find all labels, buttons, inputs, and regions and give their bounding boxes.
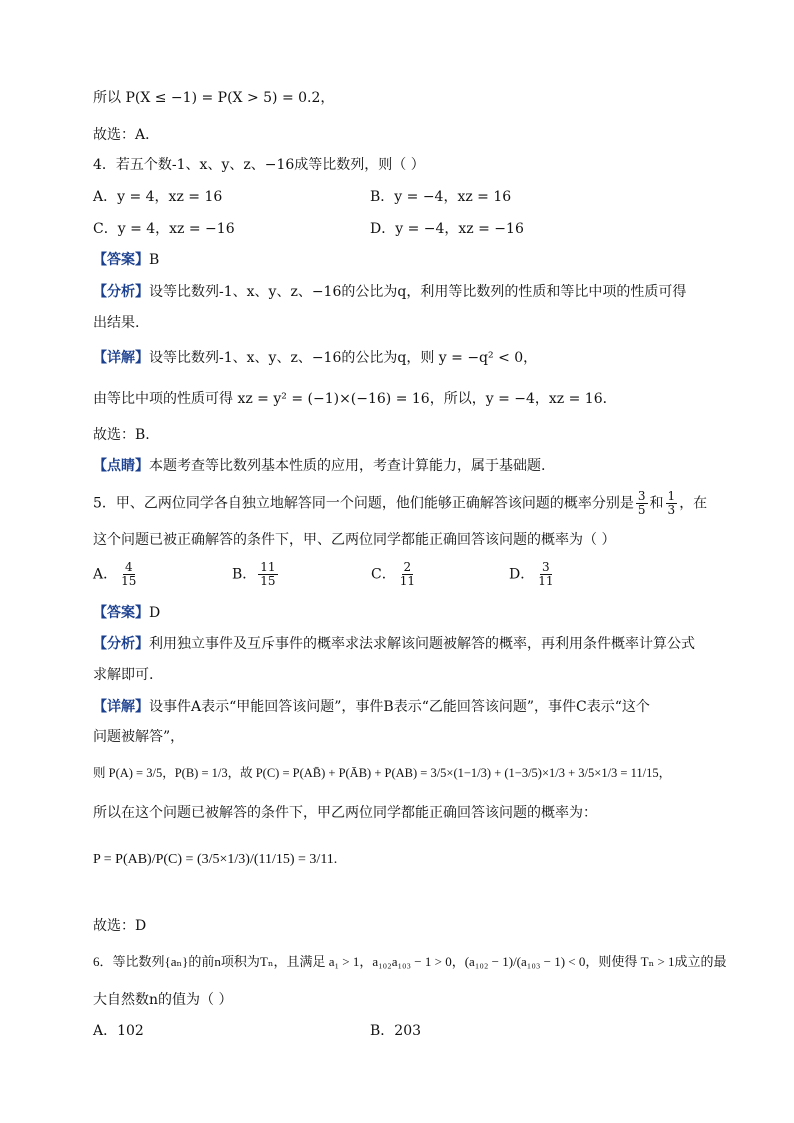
q4-option-a: A．y = 4，xz = 16: [93, 189, 223, 205]
q4-analysis-text: 设等比数列-1、x、y、z、−16的公比为q，利用等比数列的性质和等比中项的性质可得: [149, 284, 687, 300]
q4-stem: 4．若五个数-1、x、y、z、−16成等比数列，则（ ）: [93, 157, 425, 173]
detail-tag: 【详解】: [93, 699, 149, 715]
q6-option-b: B．203: [370, 1023, 422, 1039]
q4-analysis-line2: 出结果.: [93, 315, 140, 331]
q4-detail-line2: 由等比中项的性质可得 xz = y² = (−1)×(−16) = 16，所以，y = −4，xz = 16．: [93, 391, 617, 407]
q5-analysis-text: 利用独立事件及互斥事件的概率求法求解该问题被解答的概率，再利用条件概率计算公式: [149, 636, 695, 652]
q5-stem-text: 5．甲、乙两位同学各自独立地解答同一个问题，他们能够正确解答该问题的概率分别是: [93, 495, 634, 512]
q5-fraction-b: [666, 490, 678, 517]
q4-analysis-line1: [93, 282, 686, 302]
q4-answer-value: B: [149, 252, 160, 268]
q5-option-c: [371, 561, 419, 588]
fraction-denominator: 15: [260, 574, 276, 588]
q4-option-d: D．y = −4，xz = −16: [370, 221, 524, 237]
q6-option-a: A．102: [93, 1023, 144, 1039]
fraction-denominator: 15: [121, 574, 137, 588]
q5-option-a: [93, 561, 140, 588]
q4-detail-line1: [93, 348, 537, 368]
fraction-denominator: 11: [399, 574, 415, 588]
fraction-numerator: 11: [260, 560, 276, 574]
q5-detail-line1: [93, 697, 650, 717]
fraction-numerator: 2: [403, 560, 412, 574]
q3-conclusion: 所以 P(X ≤ −1) = P(X > 5) = 0.2，: [93, 90, 335, 106]
q5-choice: 故选：D: [93, 918, 147, 934]
q5-analysis-line1: [93, 634, 695, 654]
detail-tag: 【详解】: [93, 350, 149, 366]
q4-comment-text: 本题考查等比数列基本性质的应用，考查计算能力，属于基础题.: [149, 458, 546, 474]
option-label: B．: [232, 566, 257, 583]
q6-stem-line1: 6．等比数列{aₙ}的前n项积为Tₙ，且满足 a₁ > 1，a₁₀₂a₁₀₃ − 1 > 0，(a₁₀₂ − 1)/(a₁₀₃ − 1) < 0，则使得 Tₙ > 1成立的最: [93, 954, 727, 969]
q5-detail-text: 设事件A表示“甲能回答该问题”，事件B表示“乙能回答该问题”，事件C表示“这个: [149, 699, 650, 715]
option-fraction: [398, 561, 417, 588]
q6-stem-line2: 大自然数n的值为（ ）: [93, 992, 233, 1008]
option-label: C．: [371, 566, 396, 583]
q5-option-d: [509, 561, 558, 588]
answer-tag: 【答案】: [93, 252, 149, 268]
option-fraction: [536, 561, 555, 588]
q5-stem-line1: [93, 490, 707, 517]
comment-tag: 【点睛】: [93, 458, 149, 474]
fraction-denominator: 3: [667, 503, 676, 517]
fraction-denominator: 5: [637, 503, 646, 517]
q5-stem-tail: ，在: [679, 495, 708, 512]
q5-answer: [93, 603, 160, 623]
q4-option-b: B．y = −4，xz = 16: [370, 189, 512, 205]
fraction-numerator: 4: [124, 560, 133, 574]
fraction-numerator: 3: [637, 489, 646, 503]
option-fraction: [258, 561, 277, 588]
q4-option-c: C．y = 4，xz = −16: [93, 221, 235, 237]
option-label: D．: [509, 566, 535, 583]
q4-comment: [93, 456, 545, 476]
fraction-numerator: 1: [667, 489, 676, 503]
analysis-tag: 【分析】: [93, 636, 149, 652]
q4-answer: [93, 250, 159, 270]
q5-option-b: [232, 561, 280, 588]
q5-fraction-a: [636, 490, 648, 517]
option-fraction: [119, 561, 138, 588]
q3-choice: 故选：A．: [93, 127, 160, 143]
q4-detail-text: 设等比数列-1、x、y、z、−16的公比为q，则 y = −q² < 0，: [149, 350, 538, 366]
q5-analysis-line2: 求解即可.: [93, 667, 154, 683]
fraction-numerator: 3: [542, 560, 550, 574]
analysis-tag: 【分析】: [93, 284, 149, 300]
q5-detail-probabilities: 则 P(A) = 3/5，P(B) = 1/3，故 P(C) = P(AB̄) + P(ĀB) + P(AB) = 3/5×(1−1/3) + (1−3/5)×1/3 + 3/5×1/3 = 11/15，: [93, 766, 672, 780]
q5-answer-value: D: [149, 605, 161, 621]
fraction-denominator: 11: [538, 574, 554, 588]
option-label: A．: [93, 566, 118, 583]
q5-detail-line2: 问题被解答”，: [93, 729, 185, 745]
q5-detail-line4: 所以在这个问题已被解答的条件下，甲乙两位同学都能正确回答该问题的概率为：: [93, 805, 597, 821]
q5-formula: P = P(AB)/P(C) = (3/5×1/3)/(11/15) = 3/11.: [93, 852, 338, 867]
q4-choice: 故选：B.: [93, 427, 150, 443]
answer-tag: 【答案】: [93, 605, 149, 621]
q5-stem-line2: 这个问题已被正确解答的条件下，甲、乙两位同学都能正确回答该问题的概率为（ ）: [93, 532, 616, 548]
q5-stem-and: 和: [649, 495, 664, 512]
